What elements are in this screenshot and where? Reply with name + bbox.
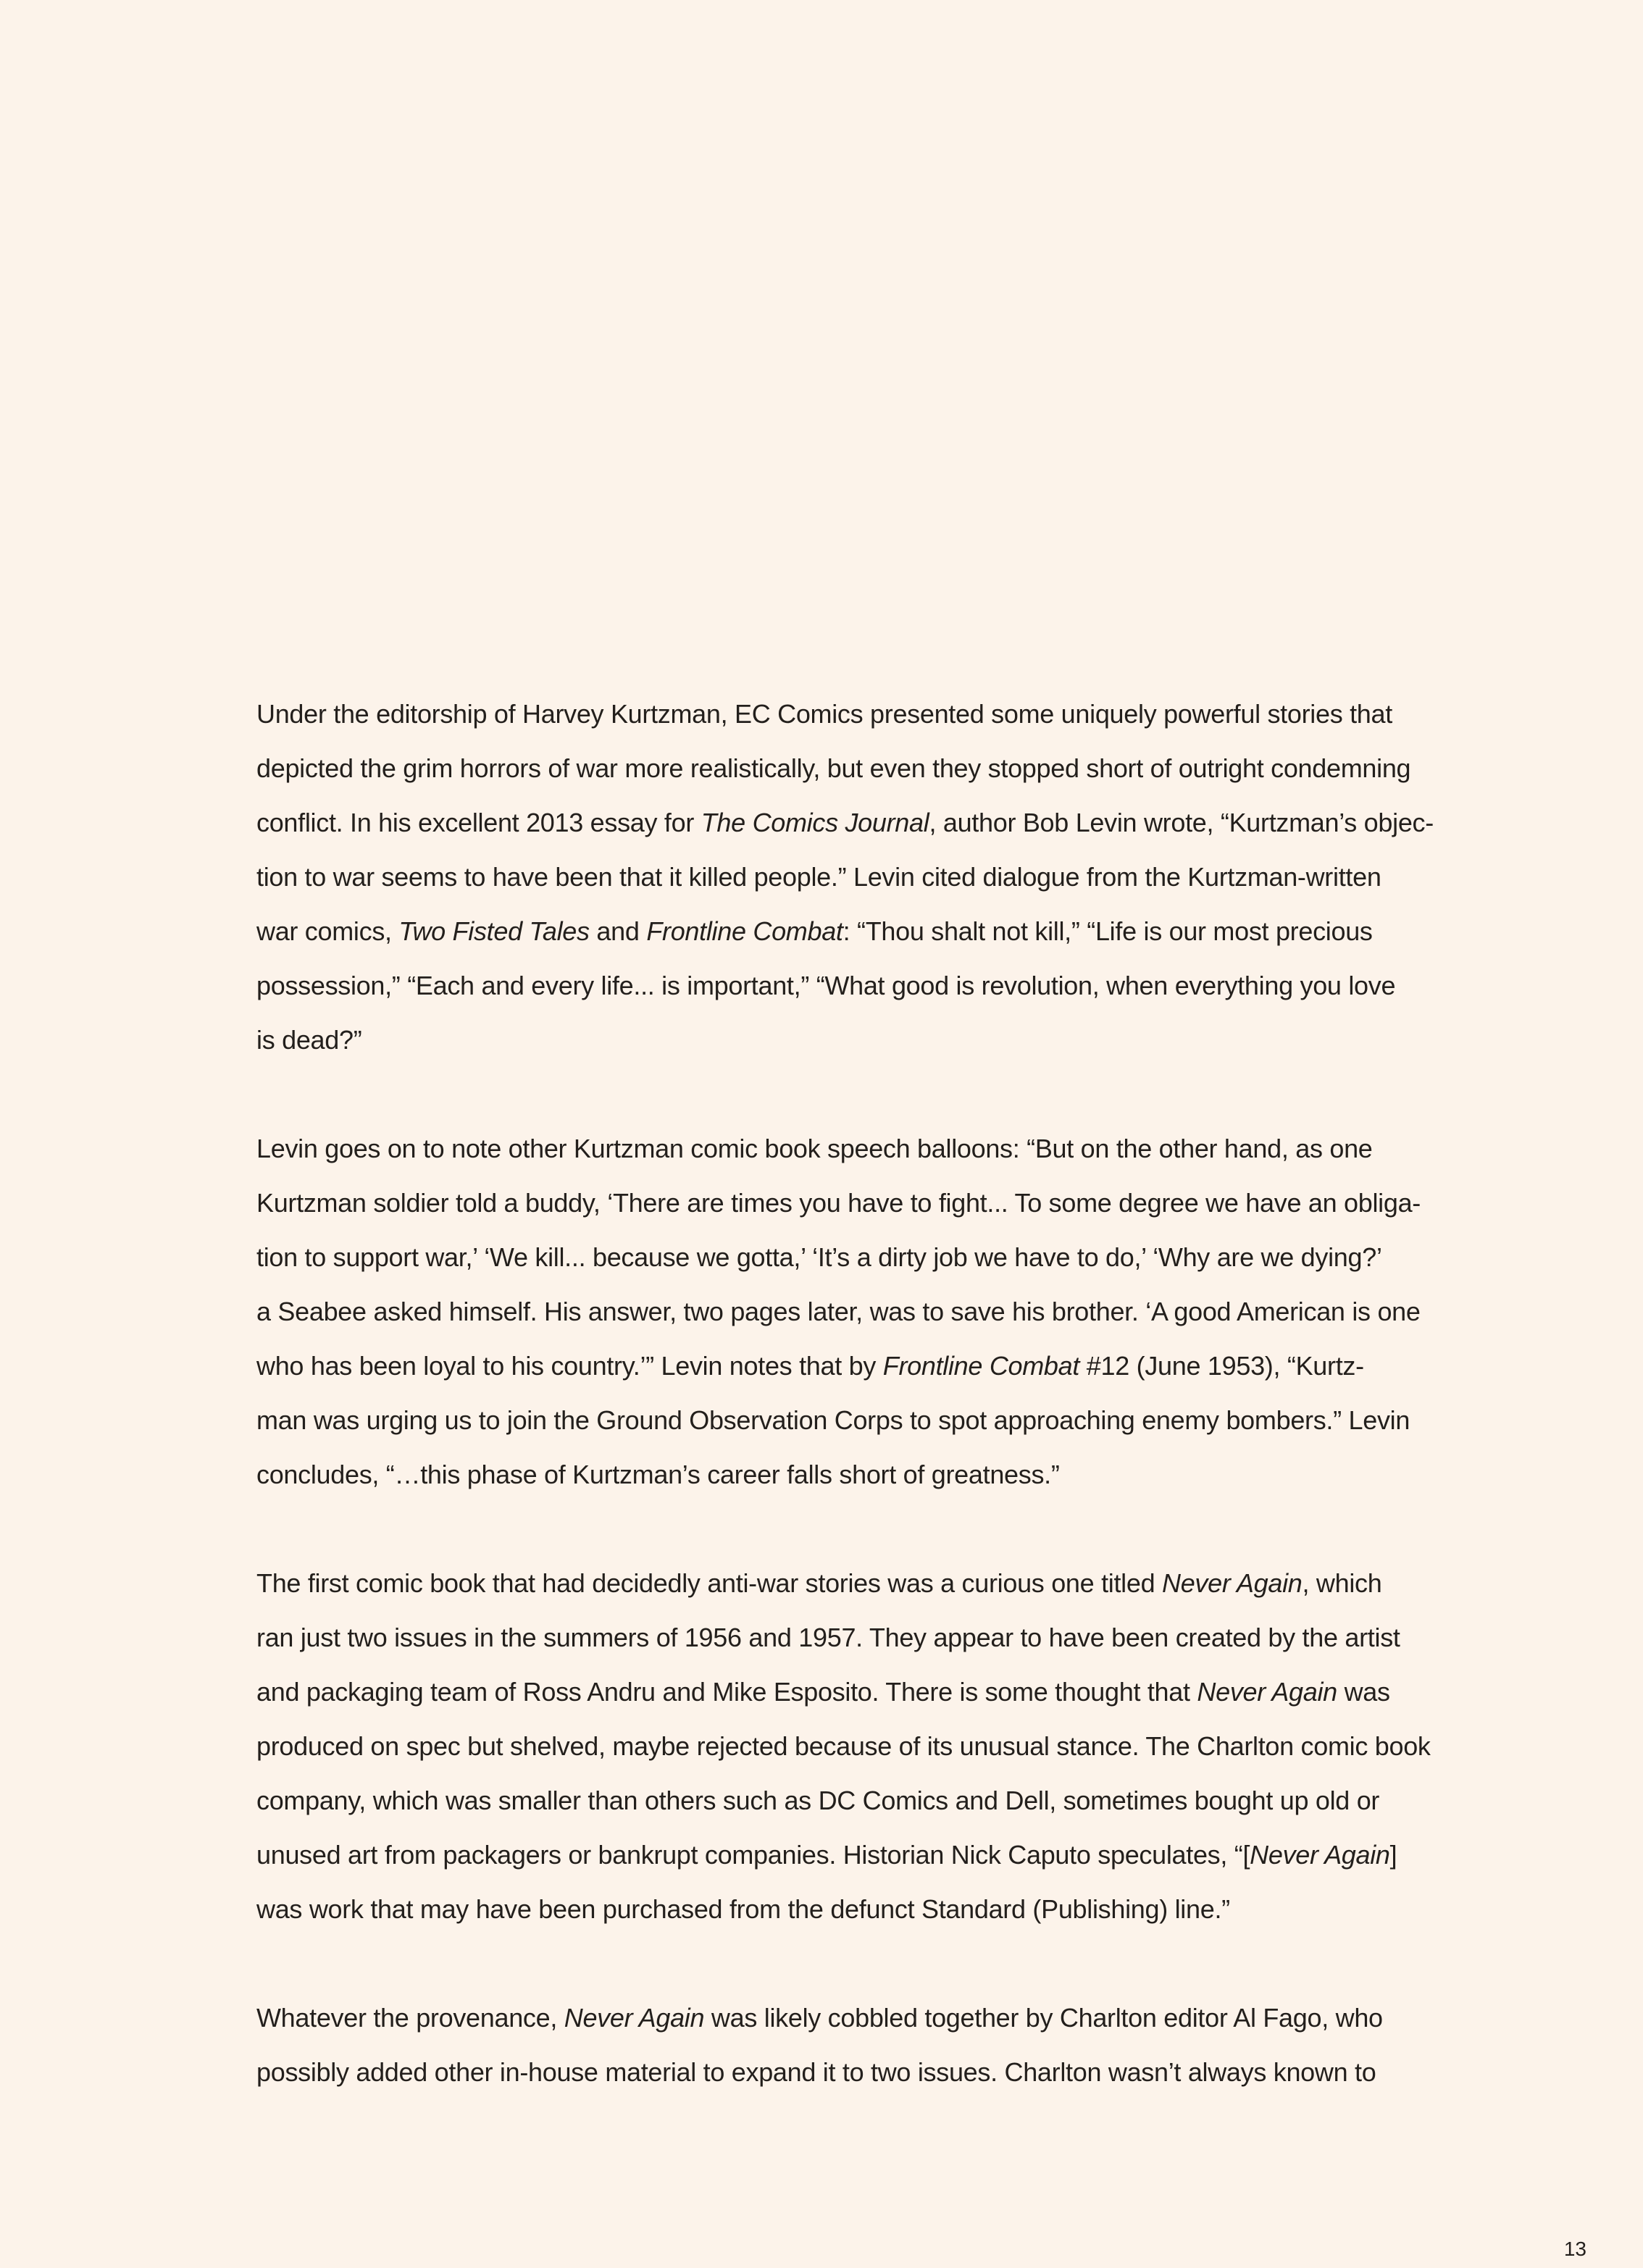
text-line <box>256 1665 1445 1719</box>
text-line <box>256 1882 1445 1936</box>
text-run: is dead?” <box>256 1025 362 1055</box>
text-run: The first comic book that had decidedly anti-war stories was a curious one titled <box>256 1568 1163 1598</box>
text-line <box>256 958 1445 1013</box>
text-line <box>256 1339 1445 1393</box>
text-run: who has been loyal to his country.’” Levin notes that by <box>256 1351 883 1381</box>
text-line <box>256 904 1445 958</box>
text-run: produced on spec but shelved, maybe rejected because of its unusual stance. The Charlton comic book <box>256 1731 1431 1761</box>
text-line <box>256 1610 1445 1665</box>
text-run: man was urging us to join the Ground Observation Corps to spot approaching enemy bombers.” Levin <box>256 1405 1410 1435</box>
text-run: and <box>589 916 647 946</box>
paragraph-2 <box>256 1121 1445 1502</box>
text-line <box>256 1719 1445 1773</box>
text-run: depicted the grim horrors of war more realistically, but even they stopped short of outright condemning <box>256 753 1411 783</box>
text-line <box>256 850 1445 904</box>
text-line <box>256 1991 1445 2045</box>
text-run: tion to support war,’ ‘We kill... because we gotta,’ ‘It’s a dirty job we have to do,’ ‘Why are we dying?’ <box>256 1242 1382 1272</box>
text-run: a Seabee asked himself. His answer, two pages later, was to save his brother. ‘A good American is one <box>256 1297 1421 1326</box>
text-run: possession,” “Each and every life... is important,” “What good is revolution, when everything you love <box>256 971 1396 1000</box>
text-line <box>256 1447 1445 1502</box>
italic-title: Never Again <box>1250 1840 1390 1870</box>
text-run: : “Thou shalt not kill,” “Life is our most precious <box>843 916 1373 946</box>
text-line <box>256 1773 1445 1828</box>
italic-title: Frontline Combat <box>646 916 843 946</box>
text-run: Levin goes on to note other Kurtzman comic book speech balloons: “But on the other hand, as one <box>256 1134 1373 1163</box>
text-line <box>256 687 1445 741</box>
text-run: tion to war seems to have been that it killed people.” Levin cited dialogue from the Kurtzman-written <box>256 862 1381 892</box>
text-line <box>256 741 1445 795</box>
text-run: was <box>1337 1677 1390 1707</box>
text-line <box>256 1230 1445 1284</box>
text-line <box>256 1556 1445 1610</box>
text-line <box>256 1284 1445 1339</box>
paragraph-4 <box>256 1991 1445 2099</box>
paragraph-1 <box>256 687 1445 1067</box>
text-line <box>256 1393 1445 1447</box>
text-line <box>256 1121 1445 1176</box>
text-run: possibly added other in-house material to expand it to two issues. Charlton wasn’t always known to <box>256 2057 1376 2087</box>
text-run: concludes, “…this phase of Kurtzman’s career falls short of greatness.” <box>256 1460 1060 1489</box>
text-run: Kurtzman soldier told a buddy, ‘There are times you have to fight... To some degree we have an obliga- <box>256 1188 1421 1218</box>
text-run: , author Bob Levin wrote, “Kurtzman’s objec- <box>929 808 1434 837</box>
italic-title: Two Fisted Tales <box>398 916 590 946</box>
paragraph-3 <box>256 1556 1445 1936</box>
text-run: #12 (June 1953), “Kurtz- <box>1079 1351 1364 1381</box>
page-number: 13 <box>1563 2238 1586 2260</box>
italic-title: Never Again <box>564 2003 705 2033</box>
text-run: was work that may have been purchased from the defunct Standard (Publishing) line.” <box>256 1894 1230 1924</box>
text-run: unused art from packagers or bankrupt companies. Historian Nick Caputo speculates, “[ <box>256 1840 1250 1870</box>
italic-title: Never Again <box>1162 1568 1303 1598</box>
text-run: war comics, <box>256 916 399 946</box>
italic-title: Never Again <box>1197 1677 1337 1707</box>
text-run: , which <box>1302 1568 1382 1598</box>
text-run: ran just two issues in the summers of 1956 and 1957. They appear to have been created by the artist <box>256 1623 1400 1652</box>
text-run: was likely cobbled together by Charlton editor Al Fago, who <box>704 2003 1383 2033</box>
italic-title: Frontline Combat <box>882 1351 1080 1381</box>
text-line <box>256 795 1445 850</box>
text-line <box>256 1828 1445 1882</box>
text-run: company, which was smaller than others such as DC Comics and Dell, sometimes bought up old or <box>256 1786 1380 1815</box>
text-line <box>256 1176 1445 1230</box>
text-run: Under the editorship of Harvey Kurtzman, EC Comics presented some uniquely powerful stories that <box>256 699 1392 729</box>
text-run: and packaging team of Ross Andru and Mike Esposito. There is some thought that <box>256 1677 1197 1707</box>
text-run: ] <box>1389 1840 1397 1870</box>
italic-title: The Comics Journal <box>701 808 929 837</box>
text-run: Whatever the provenance, <box>256 2003 564 2033</box>
text-line <box>256 2045 1445 2099</box>
text-line <box>256 1013 1445 1067</box>
text-run: conflict. In his excellent 2013 essay for <box>256 808 701 837</box>
